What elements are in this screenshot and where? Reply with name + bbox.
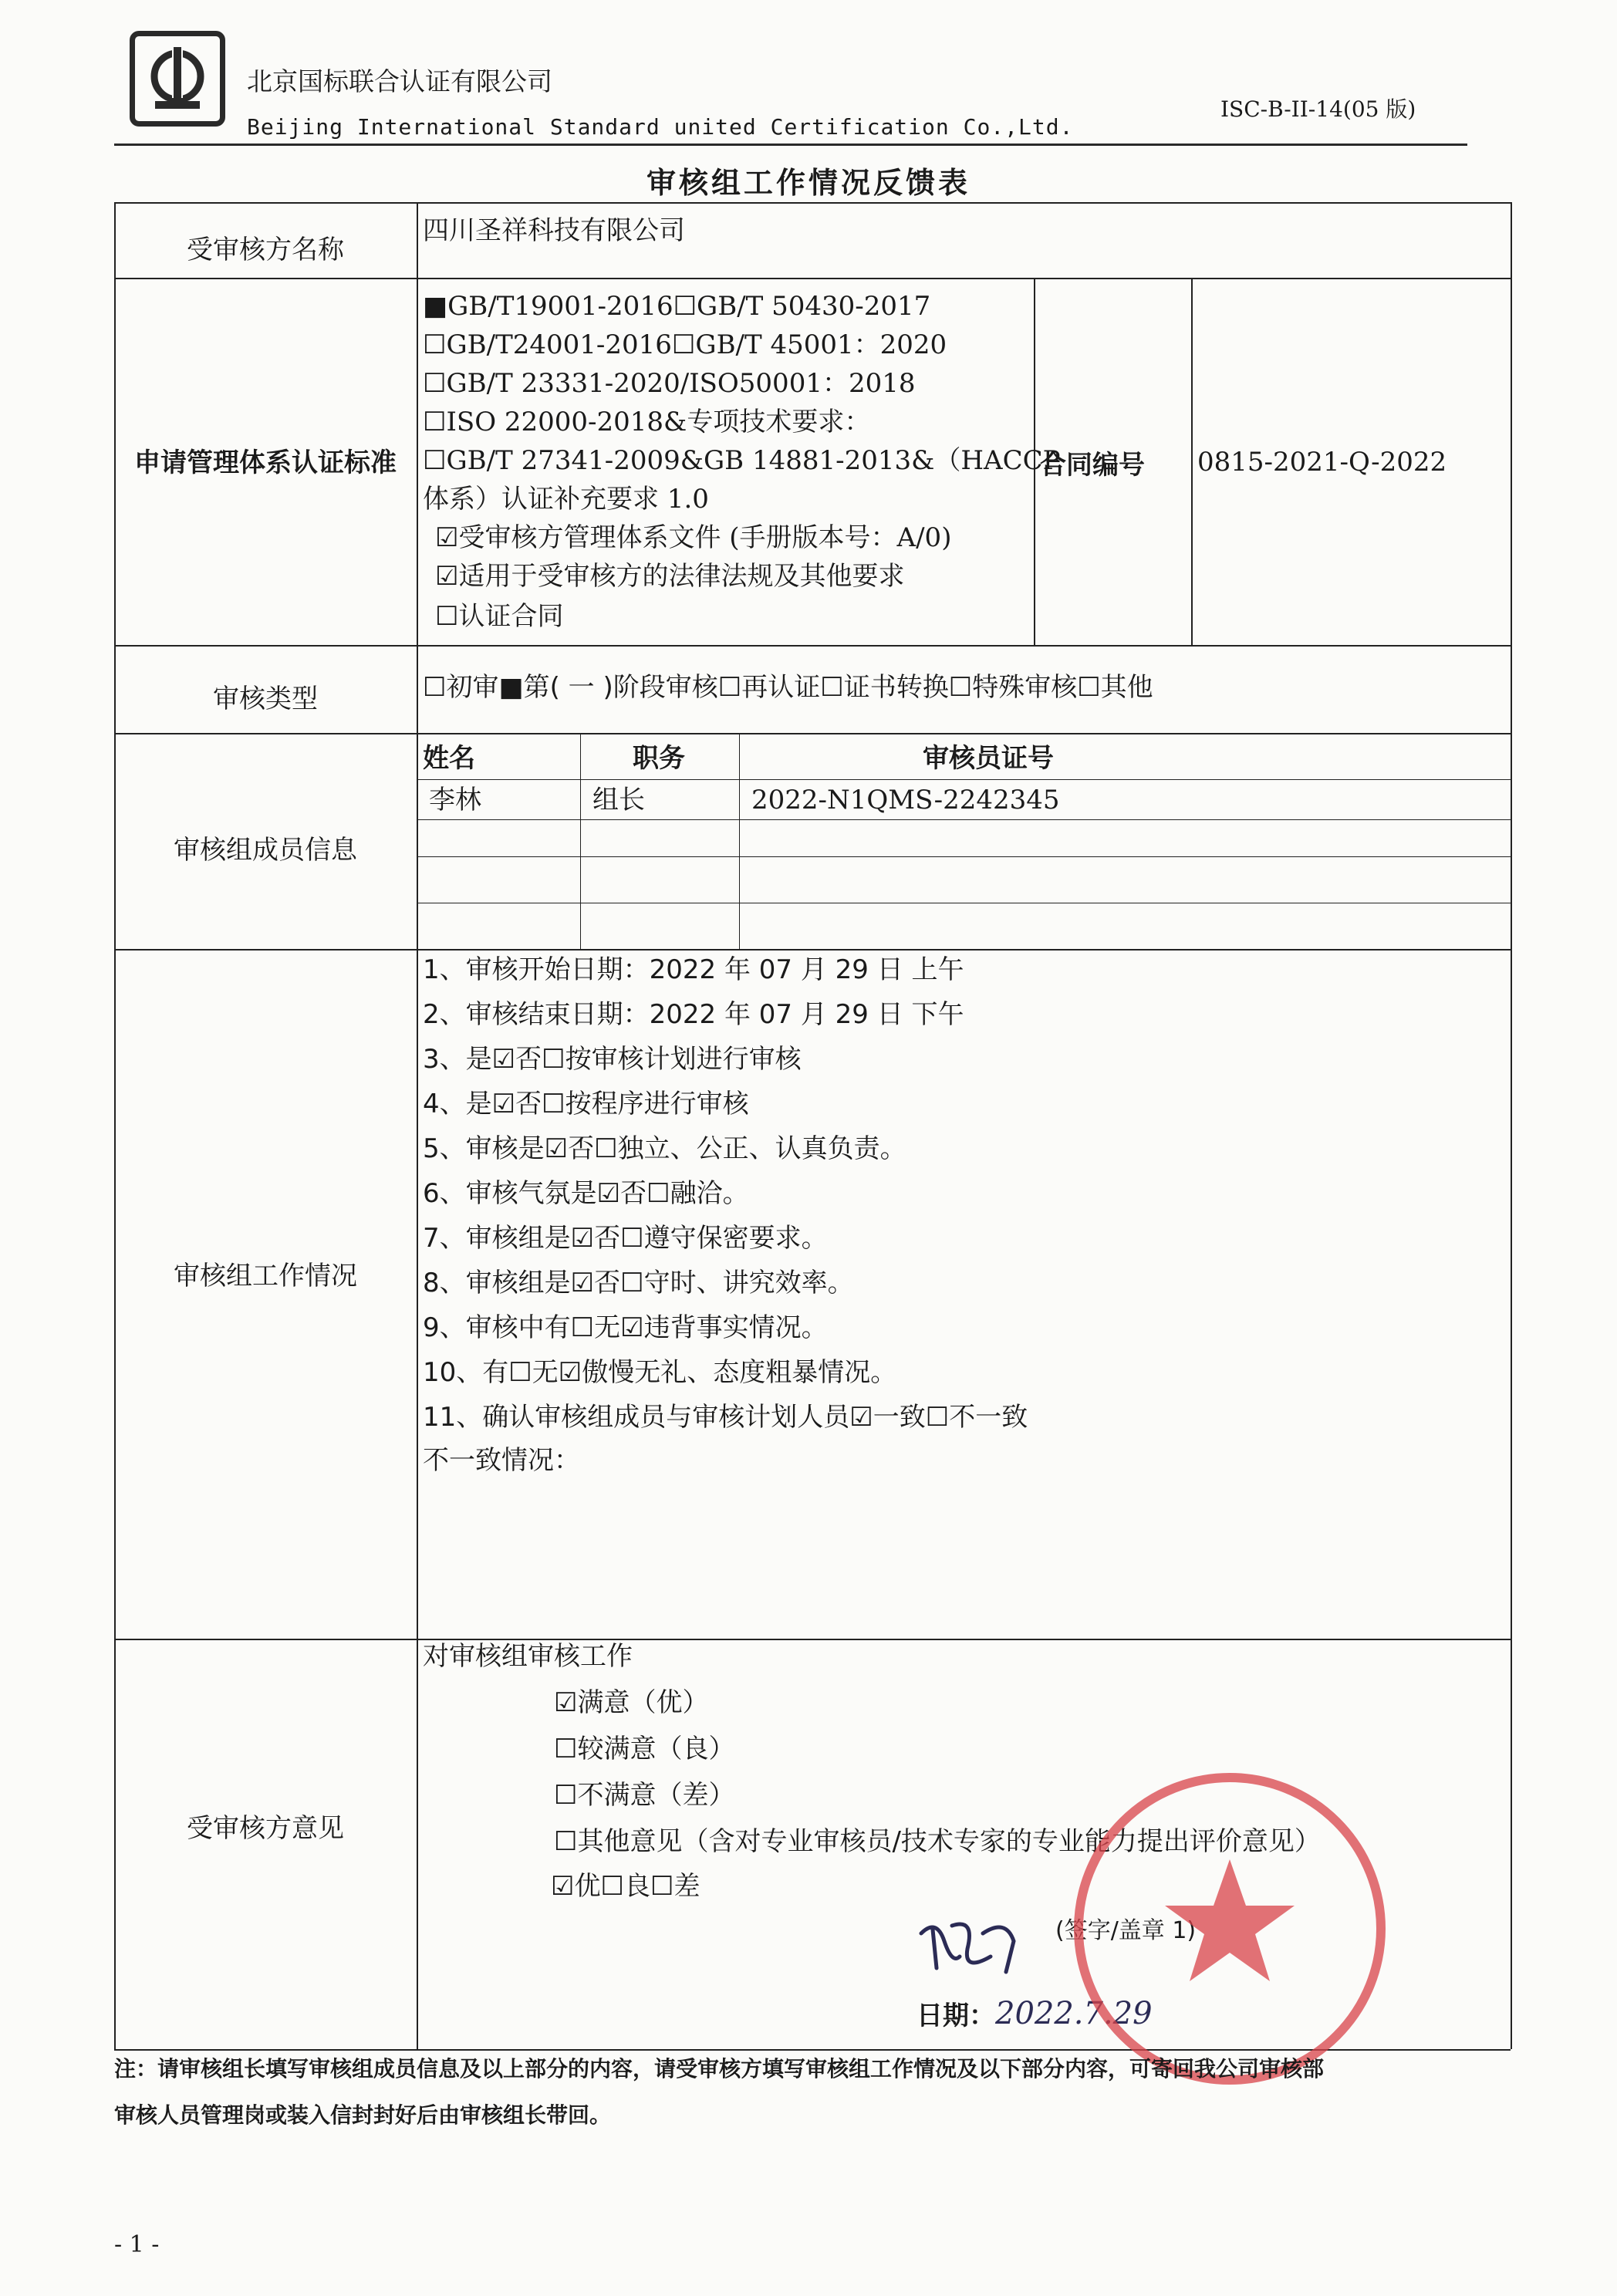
member-cert-no: 2022-N1QMS-2242345 [751, 785, 1060, 815]
contract-number-label: 合同编号 [1040, 450, 1145, 481]
opinion-rating: ☑优☐良☐差 [551, 1871, 700, 1902]
date-value: 2022.7.29 [995, 1996, 1153, 2031]
opinion-option: ☐较满意（良） [554, 1734, 735, 1764]
audit-type-label: 审核类型 [213, 684, 318, 714]
member-role: 组长 [592, 785, 645, 815]
work-item: 8、审核组是☑否☐守时、讲究效率。 [423, 1268, 854, 1298]
table-rule [114, 949, 1511, 950]
standard-option: ☐认证合同 [435, 601, 564, 632]
member-col-role: 职务 [633, 743, 685, 774]
table-rule [114, 733, 1511, 734]
opinion-option: ☐不满意（差） [554, 1780, 735, 1811]
work-item: 不一致情况： [423, 1445, 580, 1476]
table-rule [114, 1639, 1511, 1640]
company-seal-icon [1068, 1767, 1392, 2091]
work-item: 11、确认审核组成员与审核计划人员☑一致☐不一致 [423, 1402, 1028, 1433]
table-rule [1511, 202, 1512, 2049]
signature-label: (签字/盖章 1) [1055, 1917, 1197, 1944]
standard-option: ☐GB/T 27341-2009&GB 14881-2013&（HACCP [423, 445, 1061, 476]
table-rule [739, 733, 740, 949]
standards-label: 申请管理体系认证标准 [134, 447, 397, 478]
opinion-option: ☑满意（优） [554, 1687, 709, 1718]
document-code: ISC-B-II-14(05 版) [1220, 96, 1416, 122]
work-item: 7、审核组是☑否☐遵守保密要求。 [423, 1223, 828, 1254]
date-label: 日期： [917, 2001, 995, 2031]
member-name: 李林 [429, 785, 481, 815]
signature-icon [913, 1910, 1045, 1980]
table-rule [114, 202, 1511, 204]
certification-logo-icon [130, 31, 225, 127]
form-title: 审核组工作情况反馈表 [646, 166, 971, 200]
standard-option: 体系）认证补充要求 1.0 [423, 484, 709, 515]
work-item: 3、是☑否☐按审核计划进行审核 [423, 1044, 802, 1075]
table-rule [114, 202, 116, 2049]
work-item: 2、审核结束日期：2022 年 07 月 29 日 下午 [423, 999, 964, 1030]
work-item: 9、审核中有☐无☑违背事实情况。 [423, 1312, 828, 1343]
auditee-name-value: 四川圣祥科技有限公司 [423, 215, 685, 246]
work-situation-label: 审核组工作情况 [174, 1261, 357, 1292]
standard-option: ☑适用于受审核方的法律法规及其他要求 [435, 561, 905, 592]
member-col-cert: 审核员证号 [923, 743, 1054, 774]
work-item: 1、审核开始日期：2022 年 07 月 29 日 上午 [423, 954, 964, 985]
work-item: 5、审核是☑否☐独立、公正、认真负责。 [423, 1133, 906, 1164]
header-divider [114, 144, 1467, 146]
table-rule [580, 733, 581, 949]
audit-type-value: ☐初审■第( 一 )阶段审核☐再认证☐证书转换☐特殊审核☐其他 [423, 672, 1153, 703]
auditee-name-label: 受审核方名称 [187, 235, 344, 265]
table-rule [1191, 278, 1193, 645]
work-item: 10、有☐无☑傲慢无礼、态度粗暴情况。 [423, 1357, 897, 1388]
standard-option: ☐GB/T24001-2016☐GB/T 45001：2020 [423, 329, 947, 360]
standard-option: ☑受审核方管理体系文件 (手册版本号：A/0) [435, 522, 952, 553]
standard-option: ☐GB/T 23331-2020/ISO50001：2018 [423, 368, 916, 399]
member-col-name: 姓名 [423, 743, 475, 774]
work-item: 4、是☑否☐按程序进行审核 [423, 1089, 749, 1119]
table-rule [114, 645, 1511, 647]
standard-option: ■GB/T19001-2016☐GB/T 50430-2017 [423, 291, 931, 322]
footnote-line-2: 审核人员管理岗或装入信封封好后由审核组长带回。 [114, 2102, 612, 2128]
page-number: - 1 - [114, 2231, 160, 2258]
opinion-intro: 对审核组审核工作 [423, 1641, 633, 1672]
table-rule [417, 202, 418, 2049]
table-rule [114, 278, 1511, 279]
company-name-chinese: 北京国标联合认证有限公司 [247, 66, 552, 96]
work-item: 6、审核气氛是☑否☐融洽。 [423, 1178, 749, 1209]
contract-number-value: 0815-2021-Q-2022 [1197, 447, 1447, 478]
opinion-label: 受审核方意见 [187, 1813, 344, 1844]
footnote-line-1: 注：请审核组长填写审核组成员信息及以上部分的内容，请受审核方填写审核组工作情况及以下部分内容，可寄回我公司审核部 [114, 2056, 1325, 2082]
standard-option: ☐ISO 22000-2018&专项技术要求： [423, 407, 871, 437]
company-name-english: Beijing International Standard united Certification Co.,Ltd. [247, 114, 1074, 140]
members-label: 审核组成员信息 [174, 835, 357, 866]
opinion-option: ☐其他意见（含对专业审核员/技术专家的专业能力提出评价意见） [554, 1826, 1321, 1857]
